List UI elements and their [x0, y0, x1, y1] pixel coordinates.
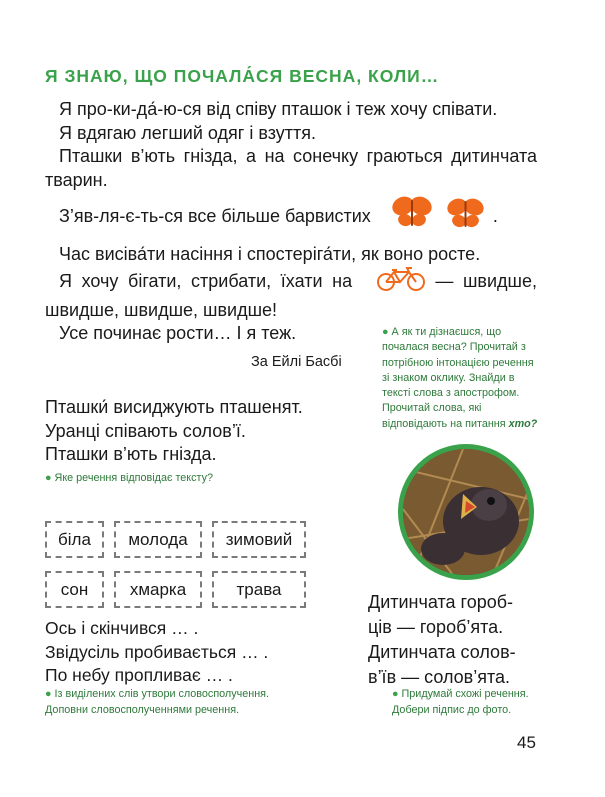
- text-fragment: .: [492, 206, 498, 226]
- word-box: зимовий: [212, 521, 306, 558]
- word-box: біла: [45, 521, 104, 558]
- bird-text-line: Дитинчата гороб-: [368, 592, 514, 612]
- bird-text-line: Дитинчата солов-: [368, 642, 516, 662]
- page-number: 45: [517, 733, 536, 752]
- word-box: хмарка: [114, 571, 202, 608]
- question-word: хто?: [508, 417, 538, 430]
- text-line-butterflies: [45, 192, 537, 243]
- bird-text-line: ців — гороб’ята.: [368, 617, 504, 637]
- text-fragment: Я хочу бігати, стрибати, їхати на: [59, 271, 353, 291]
- word-box: молода: [114, 521, 202, 558]
- task-1: [45, 471, 213, 487]
- bird-text-line: в’їв — солов’ята.: [368, 667, 511, 687]
- task-text: Придумай схожі речення.: [401, 688, 529, 700]
- task-text: Добери підпис до фото.: [392, 703, 512, 716]
- sidenote-text: А як ти дізнаєшся, що почалася весна? Прочитай з потрібною інтонацією речення зі знаком оклику. Знайди в тексті слова з апострофом. Прочитай слова, які відповідають на питання: [382, 326, 534, 430]
- text-fragment: — швидше, швидше, швидше, швидше!: [45, 271, 537, 320]
- sentence: Пташки в’ють гнізда.: [45, 444, 217, 464]
- text-fragment: З’яв-ля-є-ть-ся все більше барвистих: [59, 206, 371, 226]
- text-line: Пташки в’ють гнізда, а на сонечку граються дитинчата тварин.: [45, 146, 537, 190]
- bird-text: [368, 590, 516, 690]
- bullet-icon: ●: [382, 326, 389, 338]
- fill-sentence: Звідусіль пробивається … .: [45, 641, 269, 662]
- fill-sentence: Ось і скінчився … .: [45, 618, 199, 638]
- sidenote: [382, 325, 540, 432]
- text-line: Час висіва́ти насіння і спостеріга́ти, як воно росте.: [59, 243, 481, 264]
- task-3: [392, 687, 529, 718]
- bicycle-icon: [362, 266, 426, 299]
- author: За Ейлі Басбі: [251, 354, 342, 370]
- bullet-icon: ●: [45, 472, 52, 484]
- sentence-list: [45, 396, 303, 467]
- butterflies-icon: [376, 192, 488, 243]
- fill-sentence: По небу пропливає … .: [45, 665, 233, 685]
- bullet-icon: ●: [45, 688, 52, 700]
- word-box: трава: [212, 571, 306, 608]
- text-line: Я про-ки-да́-ю-ся від співу пташок і теж хочу співати.: [59, 99, 498, 119]
- sentence: Пташки́ висиджують пташенят.: [45, 397, 303, 417]
- task-text: Із виділених слів утвори словосполучення.: [54, 688, 270, 700]
- main-text: [45, 98, 537, 346]
- page-title: Я ЗНАЮ, ЩО ПОЧАЛА́СЯ ВЕСНА, КОЛИ…: [45, 66, 440, 86]
- word-box: сон: [45, 571, 104, 608]
- task-text: Доповни словосполученнями речення.: [45, 703, 240, 716]
- text-line: Я вдягаю легший одяг і взуття.: [59, 122, 317, 143]
- task-2: [45, 687, 269, 718]
- bullet-icon: ●: [392, 688, 399, 700]
- fill-sentences: [45, 617, 268, 688]
- task-text: Яке речення відповідає тексту?: [54, 472, 214, 484]
- text-line: Усе починає рости… І я теж.: [59, 323, 297, 343]
- baby-bird-photo: [398, 444, 534, 580]
- sentence: Уранці співають солов’ї.: [45, 420, 246, 441]
- text-line-bicycle: [45, 266, 537, 322]
